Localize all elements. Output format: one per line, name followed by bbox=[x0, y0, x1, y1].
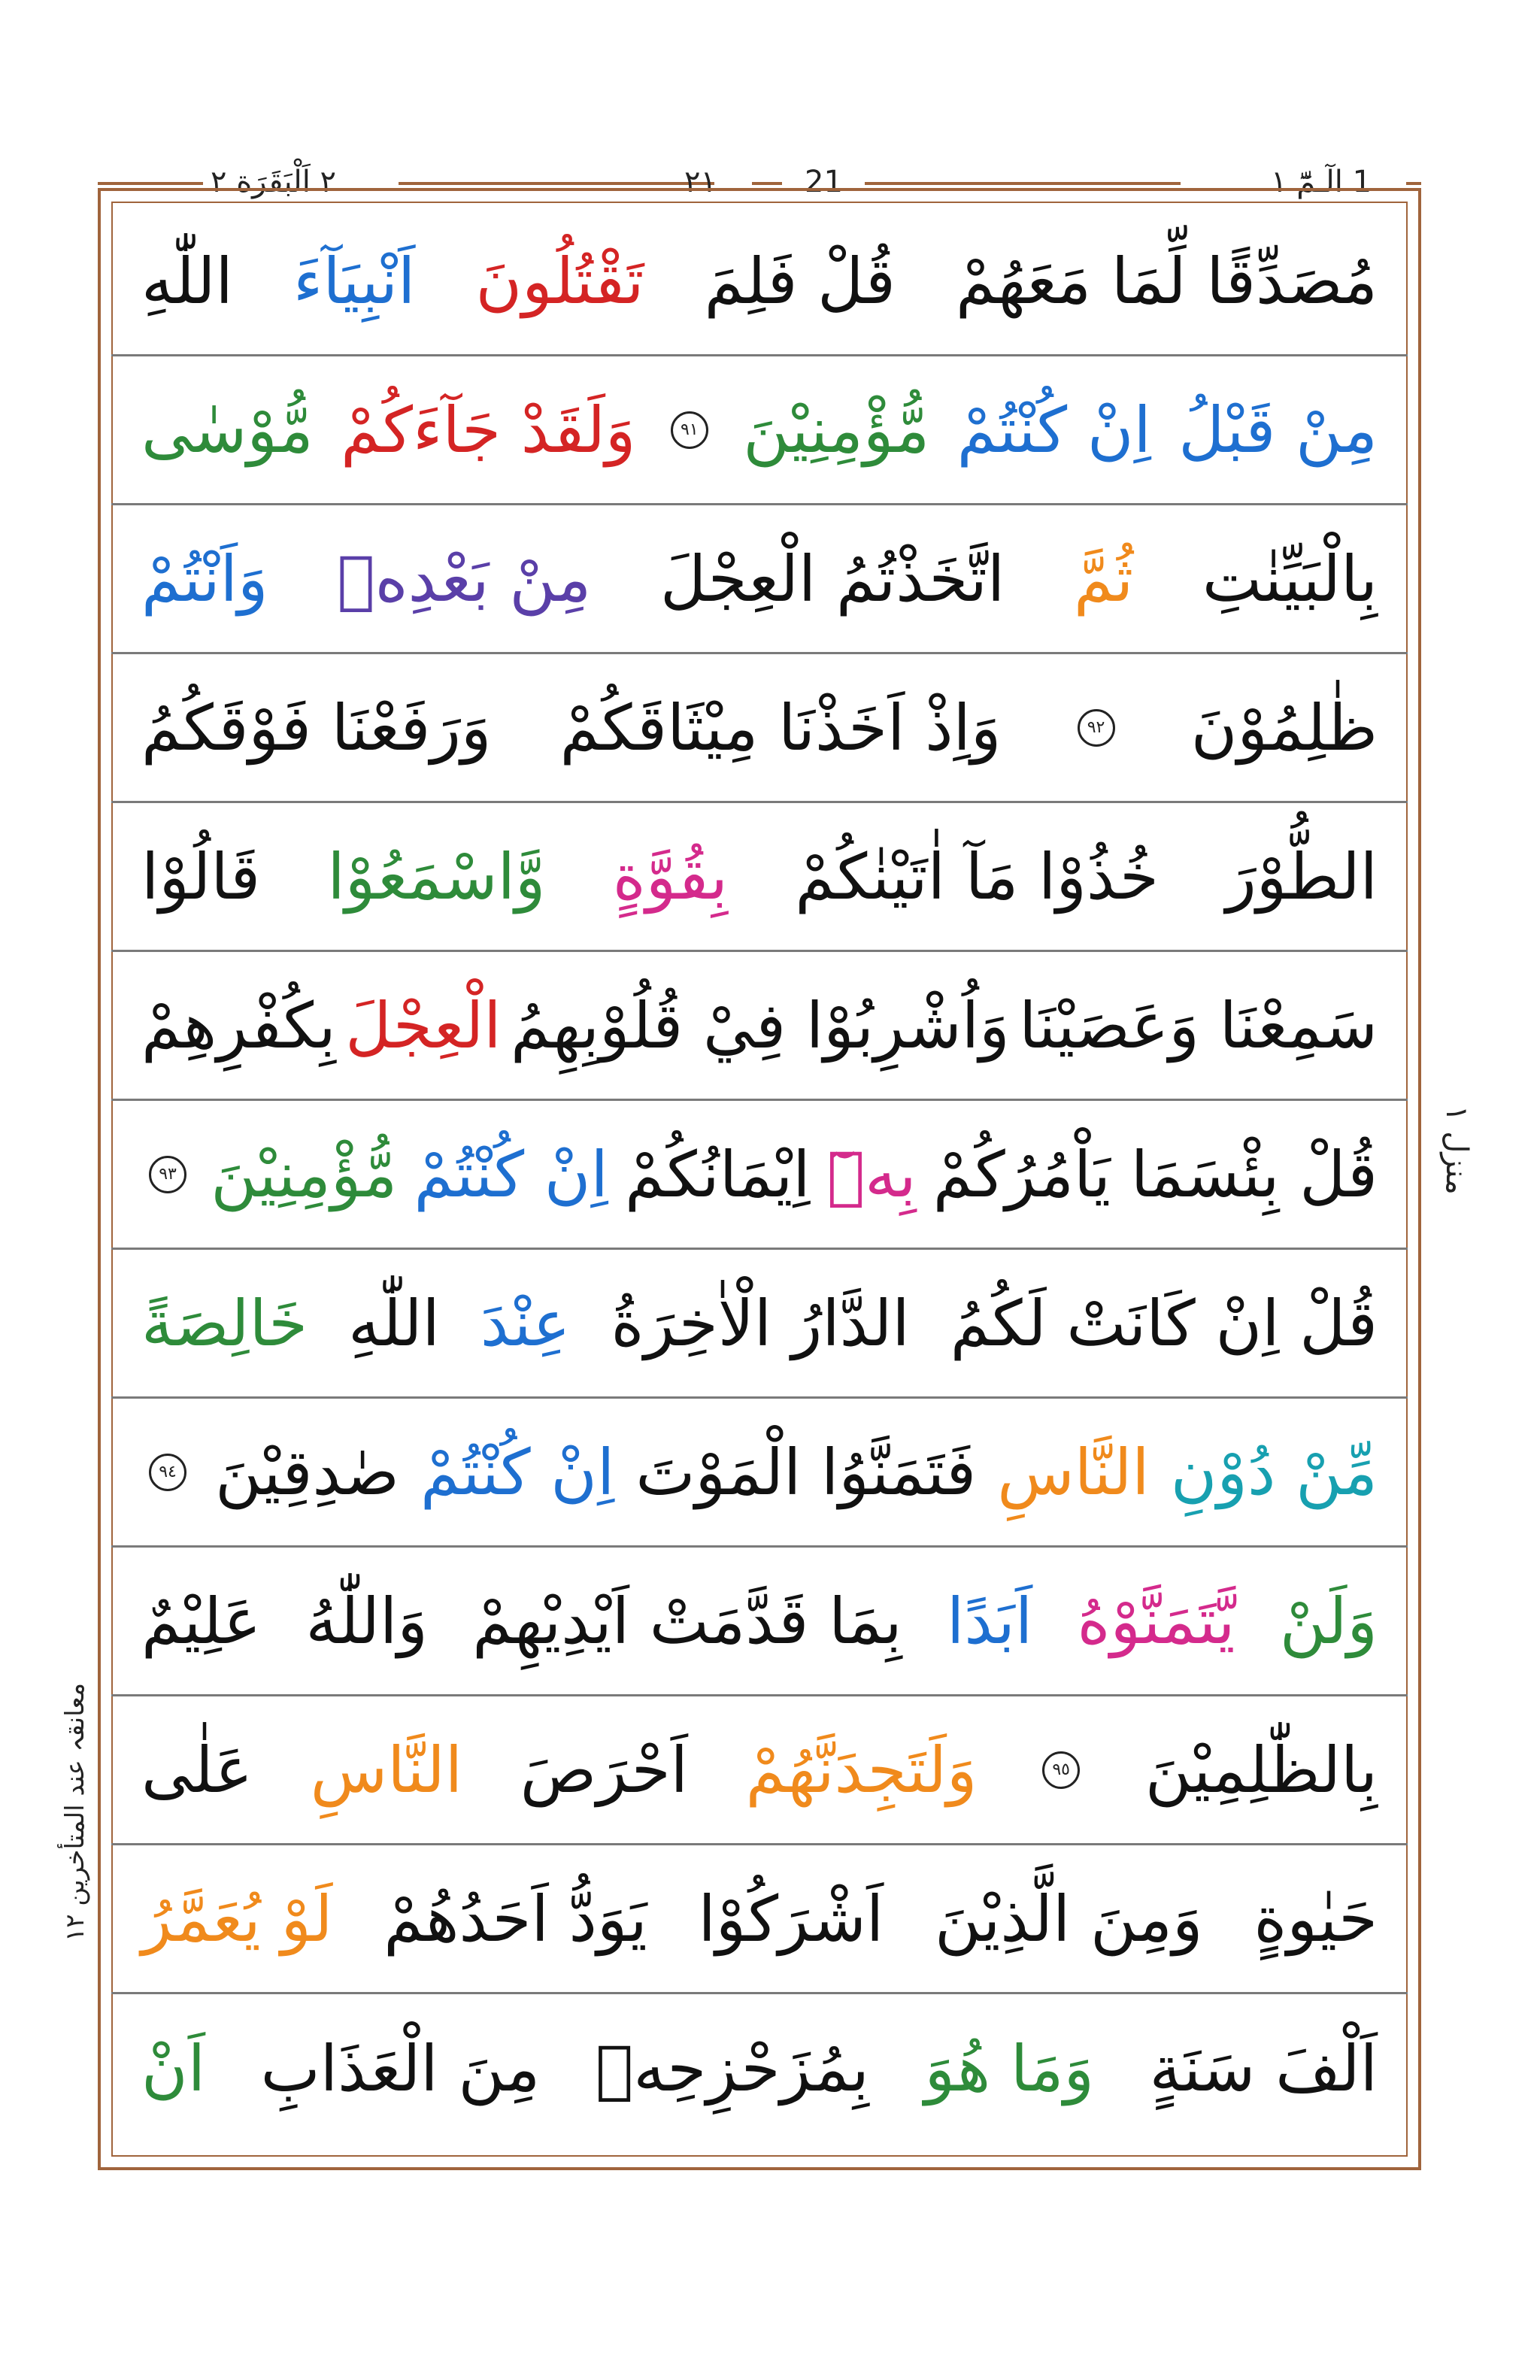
text-segment: بِالْبَيِّنٰتِ bbox=[1202, 541, 1378, 616]
text-line-12 bbox=[111, 1845, 1408, 1994]
text-segment: اِنْ كُنْتُمْ bbox=[420, 1435, 615, 1509]
text-segment: تَقْتُلُونَ bbox=[475, 244, 644, 318]
text-segment: النَّاسِ bbox=[310, 1733, 463, 1807]
text-segment: الدَّارُ الْاٰخِرَةُ bbox=[611, 1286, 910, 1360]
text-segment: مِنْ قَبْلُ bbox=[1178, 393, 1378, 467]
text-segment: وَّاسْمَعُوْا bbox=[327, 839, 546, 914]
ayah-number-marker: ٩٢ bbox=[1078, 709, 1115, 747]
header-rule bbox=[865, 182, 1181, 185]
text-segment: مُّوْسٰى bbox=[141, 393, 314, 467]
text-segment: اللّٰهِ bbox=[141, 244, 233, 318]
ayah-number-marker: ٩٥ bbox=[1042, 1751, 1080, 1789]
text-line-8 bbox=[111, 1250, 1408, 1399]
text-line-1 bbox=[111, 208, 1408, 356]
text-segment: بِالظّٰلِمِيْنَ bbox=[1144, 1733, 1378, 1807]
text-segment: اِيْمَانُكُمْ bbox=[625, 1137, 811, 1211]
page-number: 21 bbox=[805, 165, 843, 199]
text-segment: ظٰلِمُوْنَ bbox=[1190, 690, 1378, 765]
text-segment: قُلْ بِئْسَمَا يَاْمُرُكُمْ bbox=[932, 1137, 1378, 1211]
ayah-number-marker: ٩٣ bbox=[149, 1156, 186, 1193]
text-line-10 bbox=[111, 1548, 1408, 1696]
text-segment: وَمَا هُوَ bbox=[924, 2032, 1095, 2106]
text-line-6 bbox=[111, 952, 1408, 1101]
text-segment: اللّٰهِ bbox=[348, 1286, 440, 1360]
text-segment: قُلْ فَلِمَ bbox=[704, 244, 896, 318]
header-rule bbox=[399, 182, 714, 185]
text-segment: لَوْ يُعَمَّرُ bbox=[141, 1881, 333, 1956]
text-line-9 bbox=[111, 1399, 1408, 1548]
margin-note: معانقہ عند المتأخرین ١٢ bbox=[60, 1682, 90, 1942]
text-line-11 bbox=[111, 1696, 1408, 1845]
text-segment: الْعِجْلَ bbox=[345, 988, 502, 1063]
header-rule bbox=[98, 182, 203, 185]
text-segment: بِمَا قَدَّمَتْ اَيْدِيْهِمْ bbox=[472, 1584, 902, 1658]
text-line-5 bbox=[111, 803, 1408, 952]
ayah-number-marker: ٩٤ bbox=[149, 1454, 186, 1491]
page-number-arabic: ٢١ bbox=[684, 165, 717, 199]
text-segment: بِكُفْرِهِمْ bbox=[141, 988, 336, 1063]
text-segment: وَمِنَ الَّذِيْنَ bbox=[935, 1881, 1203, 1956]
header-rule bbox=[1406, 182, 1421, 185]
text-segment: بِقُوَّةٍ bbox=[612, 839, 729, 914]
text-segment: مُّؤْمِنِيْنَ bbox=[743, 393, 930, 467]
text-segment: اِنْ كُنْتُمْ bbox=[414, 1137, 608, 1211]
manzil-label: منزل ١ bbox=[1439, 1105, 1474, 1195]
text-segment: عَلٰى bbox=[141, 1733, 253, 1807]
text-segment: فَتَمَنَّوُا الْمَوْتَ bbox=[635, 1435, 977, 1509]
text-segment: قَالُوْا bbox=[141, 839, 261, 914]
text-segment: وَاللّٰهُ bbox=[305, 1584, 428, 1658]
text-segment: مِّنْ دُوْنِ bbox=[1170, 1435, 1378, 1509]
text-segment: مُصَدِّقًا لِّمَا مَعَهُمْ bbox=[956, 244, 1378, 318]
surah-name-label: ٢ اَلْبَقَرَة ٢ bbox=[211, 165, 337, 199]
text-segment: وَاَنْتُمْ bbox=[141, 541, 268, 616]
text-segment: وَلَقَدْ جَآءَكُمْ bbox=[341, 393, 636, 467]
text-segment: مِنَ الْعَذَابِ bbox=[260, 2032, 541, 2106]
text-line-2 bbox=[111, 356, 1408, 505]
text-segment: قُلْ اِنْ كَانَتْ لَكُمُ bbox=[950, 1286, 1378, 1360]
text-segment: الطُّوْرَ bbox=[1226, 839, 1378, 914]
text-segment: ثُمَّ bbox=[1073, 541, 1134, 616]
text-segment: صٰدِقِيْنَ bbox=[215, 1435, 399, 1509]
para-name-label: 1 الٓـمّٓ ١ bbox=[1271, 165, 1372, 199]
text-segment: خُذُوْا مَآ اٰتَيْنٰكُمْ bbox=[795, 839, 1159, 914]
text-segment: اَنْبِيَآءَ bbox=[293, 244, 416, 318]
text-segment: مِنْ بَعْدِهٖ bbox=[337, 541, 592, 616]
text-segment: وَاُشْرِبُوْا فِيْ قُلُوْبِهِمُ bbox=[510, 988, 1010, 1063]
text-segment: بِمُزَحْزِحِهٖ bbox=[595, 2032, 869, 2106]
header-rule bbox=[752, 182, 782, 185]
text-segment: وَرَفَعْنَا فَوْقَكُمُ bbox=[141, 690, 492, 765]
text-line-3 bbox=[111, 505, 1408, 654]
text-segment: وَاِذْ اَخَذْنَا مِيْثَاقَكُمْ bbox=[559, 690, 1002, 765]
text-segment: اِنْ كُنْتُمْ bbox=[956, 393, 1151, 467]
text-segment: بِهٖٓ bbox=[826, 1137, 917, 1211]
text-segment: يَّتَمَنَّوْهُ bbox=[1077, 1584, 1235, 1658]
text-segment: اَنْ bbox=[141, 2032, 206, 2106]
text-segment: اتَّخَذْتُمُ الْعِجْلَ bbox=[659, 541, 1005, 616]
text-segment: اَبَدًا bbox=[947, 1584, 1033, 1658]
text-segment: اَلْفَ سَنَةٍ bbox=[1149, 2032, 1378, 2106]
text-segment: النَّاسِ bbox=[997, 1435, 1150, 1509]
text-line-13 bbox=[111, 1994, 1408, 2143]
text-segment: اَحْرَصَ bbox=[520, 1733, 688, 1807]
text-segment: وَلَنْ bbox=[1279, 1584, 1378, 1658]
text-segment: عَلِيْمٌ bbox=[141, 1584, 262, 1658]
text-segment: خَالِصَةً bbox=[141, 1286, 308, 1360]
text-line-4 bbox=[111, 654, 1408, 803]
text-segment: مُّؤْمِنِيْنَ bbox=[211, 1137, 398, 1211]
text-segment: حَيٰوةٍ bbox=[1254, 1881, 1378, 1956]
text-segment: سَمِعْنَا وَعَصَيْنَا bbox=[1019, 988, 1378, 1063]
text-segment: يَوَدُّ اَحَدُهُمْ bbox=[383, 1881, 647, 1956]
text-segment: عِنْدَ bbox=[480, 1286, 571, 1360]
text-segment: اَشْرَكُوْا bbox=[698, 1881, 884, 1956]
ayah-number-marker: ٩١ bbox=[671, 411, 708, 449]
text-line-7 bbox=[111, 1101, 1408, 1250]
text-segment: وَلَتَجِدَنَّهُمْ bbox=[745, 1733, 978, 1807]
